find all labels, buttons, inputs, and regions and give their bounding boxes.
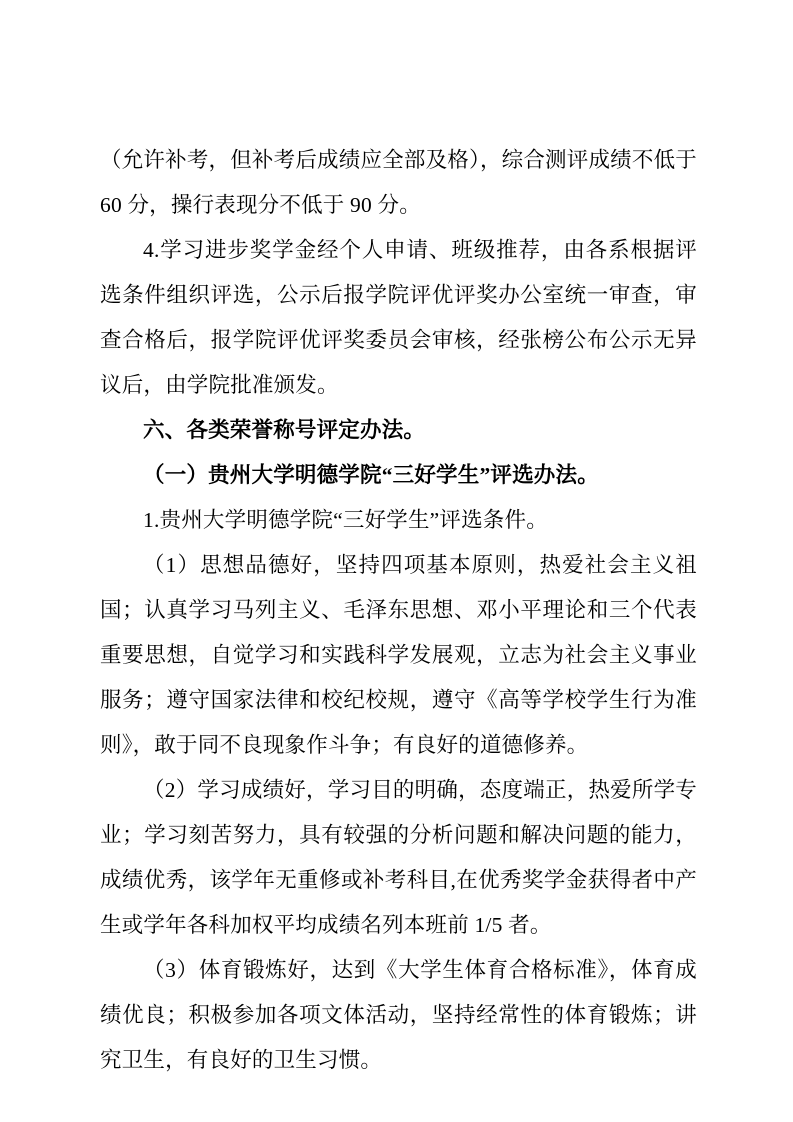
- paragraph-item-1-3: （3）体育锻炼好，达到《大学生体育合格标准》，体育成绩优良；积极参加各项文体活动，坚持经常性的体育锻炼；讲究卫生，有良好的卫生习惯。: [100, 958, 697, 1072]
- document-body: [100, 138, 697, 1083]
- paragraph-item-1-1: （1）思想品德好，坚持四项基本原则，热爱社会主义祖国；认真学习马列主义、毛泽东思想、邓小平理论和三个代表重要思想，自觉学习和实践科学发展观，立志为社会主义事业服务；遵守国家法律和校纪校规，遵守《高等学校学生行为准则》，敢于同不良现象作斗争；有良好的道德修养。: [100, 553, 697, 757]
- paragraph-continuation: （允许补考，但补考后成绩应全部及格），综合测评成绩不低于 60 分，操行表现分不低于 90 分。: [100, 148, 697, 217]
- paragraph-item-4: 4.学习进步奖学金经个人申请、班级推荐，由各系根据评选条件组织评选，公示后报学院评优评奖办公室统一审查，审查合格后，报学院评优评奖委员会审核，经张榜公布公示无异议后，由学院批准颁发。: [100, 238, 697, 397]
- paragraph-item-1-2: （2）学习成绩好，学习目的明确，态度端正，热爱所学专业；学习刻苦努力，具有较强的分析问题和解决问题的能力，成绩优秀，该学年无重修或补考科目,在优秀奖学金获得者中产生或学年各科加权平均成绩名列本班前 1/5 者。: [100, 778, 697, 937]
- section-heading-six: 六、各类荣誉称号评定办法。: [143, 418, 426, 442]
- paragraph-item-1: 1.贵州大学明德学院“三好学生”评选条件。: [143, 508, 548, 532]
- subsection-heading-one: （一）贵州大学明德学院“三好学生”评选办法。: [143, 463, 599, 487]
